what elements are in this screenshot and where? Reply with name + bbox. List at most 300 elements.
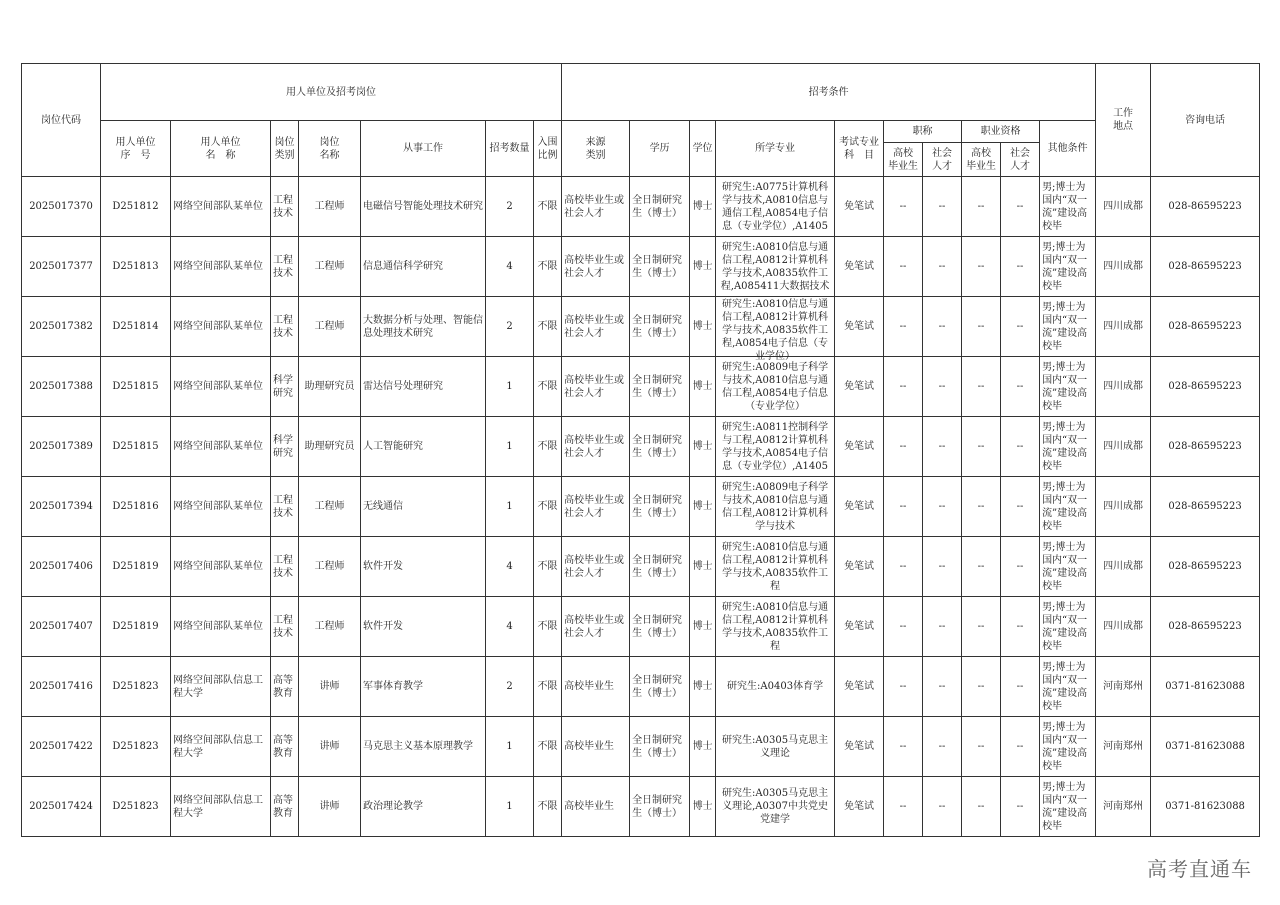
- row-major-cell: [716, 357, 835, 417]
- row-post-cell: [299, 237, 361, 297]
- row-title-social: --: [938, 501, 946, 512]
- row-code: 2025017422: [29, 741, 93, 752]
- row-qual-social: --: [1016, 201, 1024, 212]
- col-unit-header: 用人单位 名 称: [171, 121, 271, 177]
- row-title-grad-cell: [884, 237, 923, 297]
- row-edu: 全日制研究生（博士）: [632, 674, 683, 699]
- row-phone-cell: [1151, 537, 1260, 597]
- row-qual-grad-cell: [962, 477, 1001, 537]
- row-edu-cell: [630, 477, 690, 537]
- row-degree: 博士: [692, 501, 713, 512]
- row-seq: D251823: [112, 681, 159, 692]
- row-qual-social: --: [1016, 801, 1024, 812]
- row-major-cell: [716, 717, 835, 777]
- row-exam-cell: [835, 297, 884, 357]
- row-qual-social: --: [1016, 741, 1024, 752]
- row-unit-cell: [171, 237, 271, 297]
- row-ratio-cell: [534, 537, 562, 597]
- row-count: 2: [506, 321, 513, 332]
- row-exam-cell: [835, 477, 884, 537]
- row-ratio-cell: [534, 417, 562, 477]
- row-edu-cell: [630, 717, 690, 777]
- row-source-cell: [562, 417, 630, 477]
- row-seq: D251815: [112, 441, 159, 452]
- row-degree: 博士: [692, 621, 713, 632]
- row-edu-cell: [630, 597, 690, 657]
- row-exam-cell: [835, 777, 884, 837]
- row-degree-cell: [690, 297, 716, 357]
- col-type-header: 岗位 类别: [271, 121, 299, 177]
- row-seq-cell: [101, 777, 171, 837]
- row-code-cell: [22, 237, 101, 297]
- row-post-cell: [299, 717, 361, 777]
- row-degree: 博士: [692, 801, 713, 812]
- row-work: 软件开发: [363, 561, 403, 572]
- row-other-cell: [1040, 537, 1096, 597]
- row-edu: 全日制研究生（博士）: [632, 494, 683, 519]
- row-code-cell: [22, 417, 101, 477]
- row-ratio: 不限: [537, 741, 558, 752]
- row-major: 研究生:A0775计算机科学与技术,A0810信息与通信工程,A0854电子信息（专业学位）,A1405: [722, 181, 829, 232]
- row-ratio-cell: [534, 177, 562, 237]
- row-title-social: --: [938, 441, 946, 452]
- row-major-cell: [716, 477, 835, 537]
- row-title-social-cell: [923, 297, 962, 357]
- row-major: 研究生:A0305马克思主义理论: [722, 734, 829, 759]
- row-qual-grad-cell: [962, 777, 1001, 837]
- row-title-grad-cell: [884, 597, 923, 657]
- row-post-cell: [299, 597, 361, 657]
- row-source: 高校毕业生或社会人才: [564, 254, 625, 279]
- row-qual-social-cell: [1001, 537, 1040, 597]
- row-work-cell: [361, 297, 486, 357]
- row-other: 男;博士为国内“双一流”建设高校毕: [1042, 661, 1088, 712]
- row-exam-cell: [835, 717, 884, 777]
- row-phone: 028-86595223: [1168, 201, 1242, 212]
- row-phone-cell: [1151, 237, 1260, 297]
- row-source: 高校毕业生或社会人才: [564, 614, 625, 639]
- row-title-social-cell: [923, 777, 962, 837]
- row-ratio-cell: [534, 717, 562, 777]
- row-unit: 网络空间部队信息工程大学: [173, 674, 263, 699]
- row-source-cell: [562, 537, 630, 597]
- col-seq-header: 用人单位 序 号: [101, 121, 171, 177]
- row-degree: 博士: [692, 381, 713, 392]
- row-phone: 028-86595223: [1168, 441, 1242, 452]
- row-source-cell: [562, 777, 630, 837]
- row-phone-cell: [1151, 297, 1260, 357]
- row-title-grad: --: [899, 501, 907, 512]
- row-type: 科学研究: [273, 374, 293, 399]
- row-degree: 博士: [692, 561, 713, 572]
- row-type-cell: [271, 537, 299, 597]
- row-source-cell: [562, 597, 630, 657]
- row-phone: 028-86595223: [1168, 561, 1242, 572]
- row-work: 信息通信科学研究: [363, 261, 443, 272]
- row-edu-cell: [630, 777, 690, 837]
- row-work-cell: [361, 417, 486, 477]
- row-exam-cell: [835, 537, 884, 597]
- row-degree-cell: [690, 177, 716, 237]
- row-count-cell: [486, 237, 534, 297]
- row-major: 研究生:A0809电子科学与技术,A0810信息与通信工程,A0854电子信息（专业学位）: [722, 361, 829, 412]
- row-exam: 免笔试: [844, 261, 875, 272]
- row-degree-cell: [690, 417, 716, 477]
- row-qual-grad: --: [977, 381, 985, 392]
- row-location-cell: [1096, 537, 1151, 597]
- row-exam: 免笔试: [844, 441, 875, 452]
- row-post-cell: [299, 657, 361, 717]
- row-type-cell: [271, 657, 299, 717]
- row-source: 高校毕业生或社会人才: [564, 434, 625, 459]
- row-qual-social-cell: [1001, 357, 1040, 417]
- row-phone-cell: [1151, 177, 1260, 237]
- row-ratio-cell: [534, 657, 562, 717]
- row-unit: 网络空间部队某单位: [173, 201, 263, 212]
- row-degree: 博士: [692, 681, 713, 692]
- row-post: 工程师: [314, 561, 345, 572]
- row-title-social: --: [938, 321, 946, 332]
- row-code-cell: [22, 777, 101, 837]
- row-exam: 免笔试: [844, 621, 875, 632]
- row-unit-cell: [171, 477, 271, 537]
- table-row: [22, 417, 1260, 477]
- row-post-cell: [299, 537, 361, 597]
- table-row: [22, 537, 1260, 597]
- row-edu-cell: [630, 177, 690, 237]
- row-seq-cell: [101, 357, 171, 417]
- row-qual-grad-cell: [962, 597, 1001, 657]
- row-title-social-cell: [923, 477, 962, 537]
- row-location: 四川成都: [1103, 621, 1144, 632]
- row-title-social-cell: [923, 597, 962, 657]
- row-location-cell: [1096, 777, 1151, 837]
- row-major-cell: [716, 297, 835, 362]
- row-source: 高校毕业生或社会人才: [564, 554, 625, 579]
- row-qual-grad: --: [977, 261, 985, 272]
- row-qual-social: --: [1016, 561, 1024, 572]
- row-degree: 博士: [692, 741, 713, 752]
- row-phone: 028-86595223: [1168, 621, 1242, 632]
- recruitment-table: [21, 63, 1260, 837]
- row-qual-social-cell: [1001, 237, 1040, 297]
- row-other: 男;博士为国内“双一流”建设高校毕: [1042, 361, 1088, 412]
- row-post-cell: [299, 297, 361, 357]
- row-type: 工程技术: [273, 194, 293, 219]
- row-count-cell: [486, 717, 534, 777]
- row-ratio: 不限: [537, 501, 558, 512]
- row-exam: 免笔试: [844, 321, 875, 332]
- row-count: 2: [506, 201, 513, 212]
- row-title-social-cell: [923, 537, 962, 597]
- row-work: 电磁信号智能处理技术研究: [363, 201, 483, 212]
- row-count-cell: [486, 657, 534, 717]
- row-location-cell: [1096, 297, 1151, 357]
- row-title-grad-cell: [884, 777, 923, 837]
- row-count: 4: [506, 621, 513, 632]
- row-title-grad-cell: [884, 717, 923, 777]
- row-other-cell: [1040, 777, 1096, 837]
- row-count-cell: [486, 177, 534, 237]
- row-ratio-cell: [534, 297, 562, 357]
- row-code: 2025017407: [29, 621, 93, 632]
- row-major-cell: [716, 417, 835, 477]
- row-seq: D251823: [112, 741, 159, 752]
- row-edu: 全日制研究生（博士）: [632, 194, 683, 219]
- row-location-cell: [1096, 657, 1151, 717]
- row-work: 军事体育教学: [363, 681, 423, 692]
- row-location: 四川成都: [1103, 261, 1144, 272]
- row-other-cell: [1040, 477, 1096, 537]
- row-qual-grad-cell: [962, 657, 1001, 717]
- row-code: 2025017388: [29, 381, 93, 392]
- row-major: 研究生:A0810信息与通信工程,A0812计算机科学与技术,A0835软件工程: [722, 601, 829, 652]
- row-degree: 博士: [692, 201, 713, 212]
- row-title-social-cell: [923, 237, 962, 297]
- row-phone-cell: [1151, 657, 1260, 717]
- row-work-cell: [361, 657, 486, 717]
- table-body: [22, 177, 1260, 837]
- row-edu: 全日制研究生（博士）: [632, 314, 683, 339]
- row-code-cell: [22, 537, 101, 597]
- row-edu-cell: [630, 357, 690, 417]
- row-seq-cell: [101, 597, 171, 657]
- row-source-cell: [562, 297, 630, 357]
- col-ratio-header: 入围 比例: [534, 121, 562, 177]
- row-degree-cell: [690, 537, 716, 597]
- row-qual-social: --: [1016, 321, 1024, 332]
- row-location-cell: [1096, 477, 1151, 537]
- row-unit: 网络空间部队某单位: [173, 321, 263, 332]
- row-other: 男;博士为国内“双一流”建设高校毕: [1042, 601, 1088, 652]
- table-row: [22, 717, 1260, 777]
- row-post-cell: [299, 357, 361, 417]
- row-post: 工程师: [314, 201, 345, 212]
- row-qual-grad: --: [977, 561, 985, 572]
- qual-grad-header: 高校 毕业生: [962, 143, 1001, 177]
- row-exam: 免笔试: [844, 381, 875, 392]
- col-phone-header: 咨询电话: [1151, 64, 1260, 177]
- row-code: 2025017382: [29, 321, 93, 332]
- row-type-cell: [271, 237, 299, 297]
- row-count: 2: [506, 681, 513, 692]
- row-title-social: --: [938, 741, 946, 752]
- row-unit: 网络空间部队某单位: [173, 441, 263, 452]
- row-post-cell: [299, 477, 361, 537]
- row-major-cell: [716, 537, 835, 597]
- row-unit-cell: [171, 597, 271, 657]
- table-row: [22, 357, 1260, 417]
- row-unit-cell: [171, 777, 271, 837]
- row-post: 工程师: [314, 621, 345, 632]
- row-code-cell: [22, 597, 101, 657]
- row-type: 工程技术: [273, 554, 293, 579]
- row-code-cell: [22, 177, 101, 237]
- row-qual-grad-cell: [962, 537, 1001, 597]
- row-location: 四川成都: [1103, 201, 1144, 212]
- row-post: 讲师: [319, 681, 340, 692]
- row-major-cell: [716, 177, 835, 237]
- row-source: 高校毕业生或社会人才: [564, 374, 625, 399]
- row-qual-social: --: [1016, 381, 1024, 392]
- row-post: 助理研究员: [304, 441, 355, 452]
- row-work-cell: [361, 597, 486, 657]
- row-unit: 网络空间部队某单位: [173, 621, 263, 632]
- row-edu: 全日制研究生（博士）: [632, 794, 683, 819]
- row-type: 工程技术: [273, 254, 293, 279]
- row-title-grad-cell: [884, 177, 923, 237]
- row-edu: 全日制研究生（博士）: [632, 254, 683, 279]
- row-count: 1: [506, 501, 513, 512]
- row-ratio-cell: [534, 597, 562, 657]
- row-phone-cell: [1151, 777, 1260, 837]
- row-qual-social: --: [1016, 681, 1024, 692]
- row-post-cell: [299, 177, 361, 237]
- row-unit-cell: [171, 297, 271, 357]
- row-other-cell: [1040, 657, 1096, 717]
- row-seq-cell: [101, 717, 171, 777]
- row-type-cell: [271, 177, 299, 237]
- row-type: 高等教育: [273, 794, 293, 819]
- row-count: 4: [506, 561, 513, 572]
- row-qual-grad: --: [977, 741, 985, 752]
- row-type-cell: [271, 777, 299, 837]
- row-count-cell: [486, 357, 534, 417]
- row-edu-cell: [630, 237, 690, 297]
- row-other-cell: [1040, 177, 1096, 237]
- row-code-cell: [22, 717, 101, 777]
- row-post: 工程师: [314, 321, 345, 332]
- row-unit-cell: [171, 177, 271, 237]
- row-title-grad: --: [899, 621, 907, 632]
- row-other: 男;博士为国内“双一流”建设高校毕: [1042, 541, 1088, 592]
- row-exam: 免笔试: [844, 801, 875, 812]
- row-type: 工程技术: [273, 314, 293, 339]
- col-degree-header: 学位: [690, 121, 716, 177]
- row-major: 研究生:A0305马克思主义理论,A0307中共党史党建学: [722, 788, 829, 825]
- row-location-cell: [1096, 237, 1151, 297]
- row-other-cell: [1040, 597, 1096, 657]
- row-title-social: --: [938, 561, 946, 572]
- row-location: 四川成都: [1103, 441, 1144, 452]
- col-count-header: 招考数量: [486, 121, 534, 177]
- row-degree-cell: [690, 597, 716, 657]
- row-seq: D251819: [112, 621, 159, 632]
- row-code: 2025017416: [29, 681, 93, 692]
- row-unit-cell: [171, 717, 271, 777]
- row-post-cell: [299, 417, 361, 477]
- row-degree-cell: [690, 657, 716, 717]
- watermark-text: 高考直通车: [1147, 857, 1252, 881]
- row-edu-cell: [630, 297, 690, 357]
- row-phone: 0371-81623088: [1165, 801, 1245, 812]
- row-work: 政治理论教学: [363, 801, 423, 812]
- row-exam-cell: [835, 237, 884, 297]
- qual-group-header: 职业资格: [962, 121, 1040, 143]
- row-seq-cell: [101, 537, 171, 597]
- row-exam-cell: [835, 597, 884, 657]
- row-ratio-cell: [534, 477, 562, 537]
- row-source-cell: [562, 237, 630, 297]
- row-work-cell: [361, 237, 486, 297]
- qual-social-header: 社会 人才: [1001, 143, 1040, 177]
- row-ratio: 不限: [537, 261, 558, 272]
- col-source-header: 来源 类别: [562, 121, 630, 177]
- row-degree: 博士: [692, 261, 713, 272]
- row-qual-grad: --: [977, 201, 985, 212]
- row-phone: 028-86595223: [1168, 261, 1242, 272]
- row-post: 讲师: [319, 801, 340, 812]
- row-work: 软件开发: [363, 621, 403, 632]
- row-other-cell: [1040, 297, 1096, 357]
- row-source: 高校毕业生: [564, 681, 615, 692]
- row-edu-cell: [630, 417, 690, 477]
- row-code: 2025017377: [29, 261, 93, 272]
- table-row: [22, 657, 1260, 717]
- row-qual-social: --: [1016, 621, 1024, 632]
- row-code: 2025017389: [29, 441, 93, 452]
- row-source-cell: [562, 717, 630, 777]
- row-code-cell: [22, 357, 101, 417]
- row-qual-social-cell: [1001, 477, 1040, 537]
- row-type-cell: [271, 417, 299, 477]
- row-work-cell: [361, 717, 486, 777]
- row-seq-cell: [101, 297, 171, 357]
- row-other: 男;博士为国内“双一流”建设高校毕: [1042, 481, 1088, 532]
- row-major-cell: [716, 657, 835, 717]
- row-code: 2025017406: [29, 561, 93, 572]
- row-other-cell: [1040, 237, 1096, 297]
- row-count: 1: [506, 801, 513, 812]
- row-work-cell: [361, 177, 486, 237]
- row-location: 河南郑州: [1103, 801, 1144, 812]
- row-qual-grad: --: [977, 441, 985, 452]
- row-degree-cell: [690, 477, 716, 537]
- row-qual-grad: --: [977, 321, 985, 332]
- row-type: 工程技术: [273, 494, 293, 519]
- row-qual-social-cell: [1001, 177, 1040, 237]
- row-title-social-cell: [923, 417, 962, 477]
- row-source: 高校毕业生或社会人才: [564, 494, 625, 519]
- row-location-cell: [1096, 597, 1151, 657]
- row-location: 四川成都: [1103, 381, 1144, 392]
- row-type: 高等教育: [273, 734, 293, 759]
- row-count-cell: [486, 297, 534, 357]
- row-ratio: 不限: [537, 441, 558, 452]
- row-post: 工程师: [314, 261, 345, 272]
- row-phone: 0371-81623088: [1165, 741, 1245, 752]
- row-seq: D251812: [112, 201, 159, 212]
- row-count-cell: [486, 597, 534, 657]
- row-location: 四川成都: [1103, 561, 1144, 572]
- title-group-header: 职称: [884, 121, 962, 143]
- row-degree: 博士: [692, 321, 713, 332]
- row-source: 高校毕业生: [564, 801, 615, 812]
- row-seq-cell: [101, 417, 171, 477]
- row-count: 1: [506, 381, 513, 392]
- row-seq: D251815: [112, 381, 159, 392]
- row-phone-cell: [1151, 357, 1260, 417]
- row-type: 工程技术: [273, 614, 293, 639]
- row-ratio: 不限: [537, 621, 558, 632]
- col-post-header: 岗位 名称: [299, 121, 361, 177]
- row-location-cell: [1096, 717, 1151, 777]
- row-qual-social: --: [1016, 261, 1024, 272]
- row-major: 研究生:A0810信息与通信工程,A0812计算机科学与技术,A0835软件工程,A085411大数据技术: [720, 241, 830, 292]
- row-qual-social-cell: [1001, 777, 1040, 837]
- row-title-grad: --: [899, 381, 907, 392]
- row-other-cell: [1040, 717, 1096, 777]
